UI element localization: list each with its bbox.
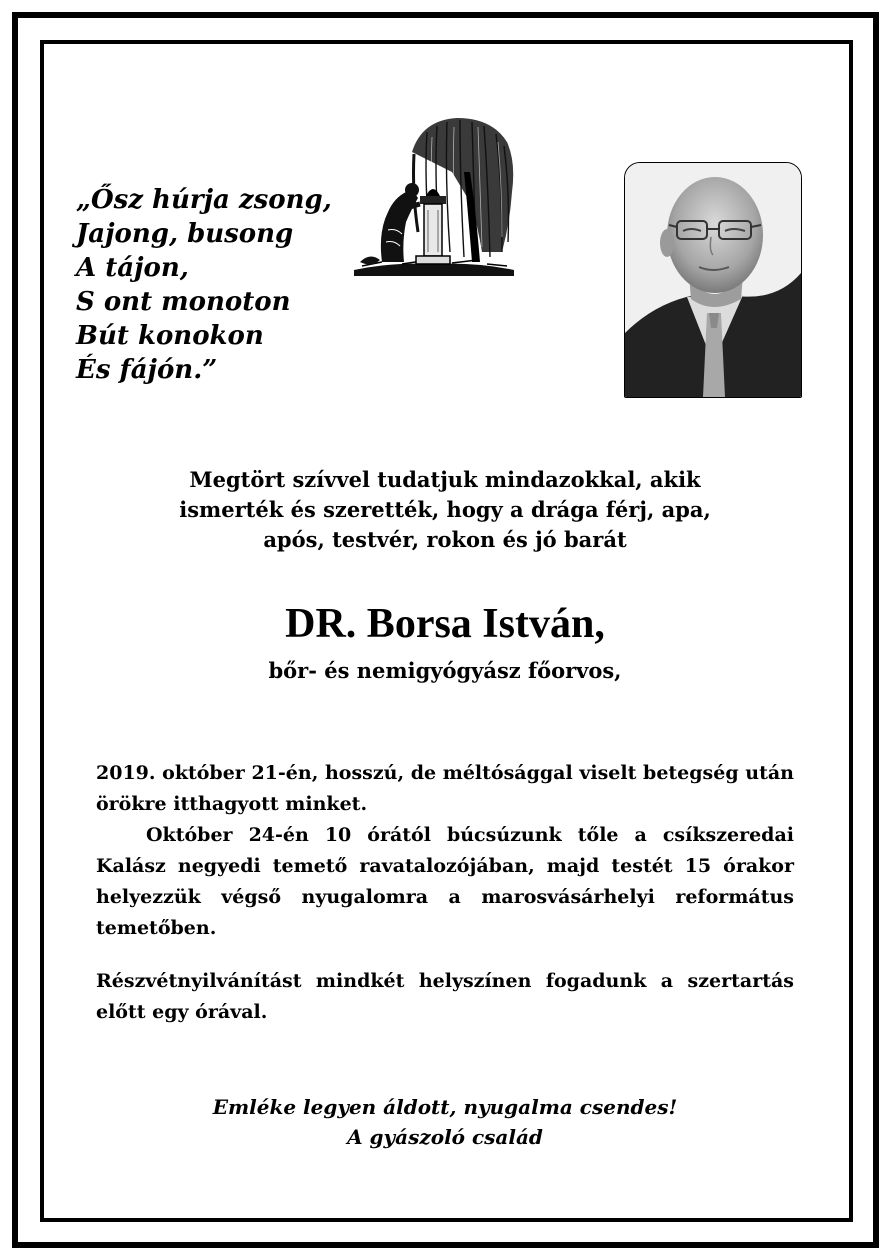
- intro-line: ismerték és szerették, hogy a drága férj, apa,: [179, 497, 711, 522]
- announcement-intro: [120, 465, 770, 555]
- poem: [76, 183, 386, 387]
- notice-body: [96, 758, 794, 944]
- closing-blessing: [100, 1092, 790, 1152]
- poem-line: S ont monoton: [76, 287, 291, 317]
- closing-line: Emléke legyen áldott, nyugalma csendes!: [212, 1095, 678, 1119]
- weeping-willow-grave-icon: [352, 112, 516, 280]
- notice-paragraph: Október 24-én 10 órától búcsúzunk tőle a csíkszeredai Kalász negyedi temető ravatalozójában, majd testét 15 órakor helyezzük végső nyugalomra a marosvásárhelyi református temetőben.: [96, 824, 794, 939]
- poem-line: „Ősz húrja zsong,: [76, 185, 332, 215]
- intro-line: após, testvér, rokon és jó barát: [263, 527, 627, 552]
- deceased-profession: bőr- és nemigyógyász főorvos,: [268, 658, 622, 683]
- condolence-note: Részvétnyilvánítást mindkét helyszínen fogadunk a szertartás előtt egy órával.: [96, 970, 794, 1023]
- poem-line: Bút konokon: [76, 321, 264, 351]
- portrait-photo: [624, 162, 802, 398]
- notice-paragraph: 2019. október 21-én, hosszú, de méltósággal viselt betegség után örökre itthagyott minket.: [96, 762, 794, 815]
- deceased-name: DR. Borsa István,: [285, 601, 605, 647]
- poem-line: Jajong, busong: [76, 219, 294, 249]
- closing-signature: A gyászoló család: [347, 1125, 543, 1149]
- poem-line: A tájon,: [76, 253, 189, 283]
- intro-line: Megtört szívvel tudatjuk mindazokkal, akik: [189, 467, 701, 492]
- poem-line: És fájón.”: [76, 355, 218, 385]
